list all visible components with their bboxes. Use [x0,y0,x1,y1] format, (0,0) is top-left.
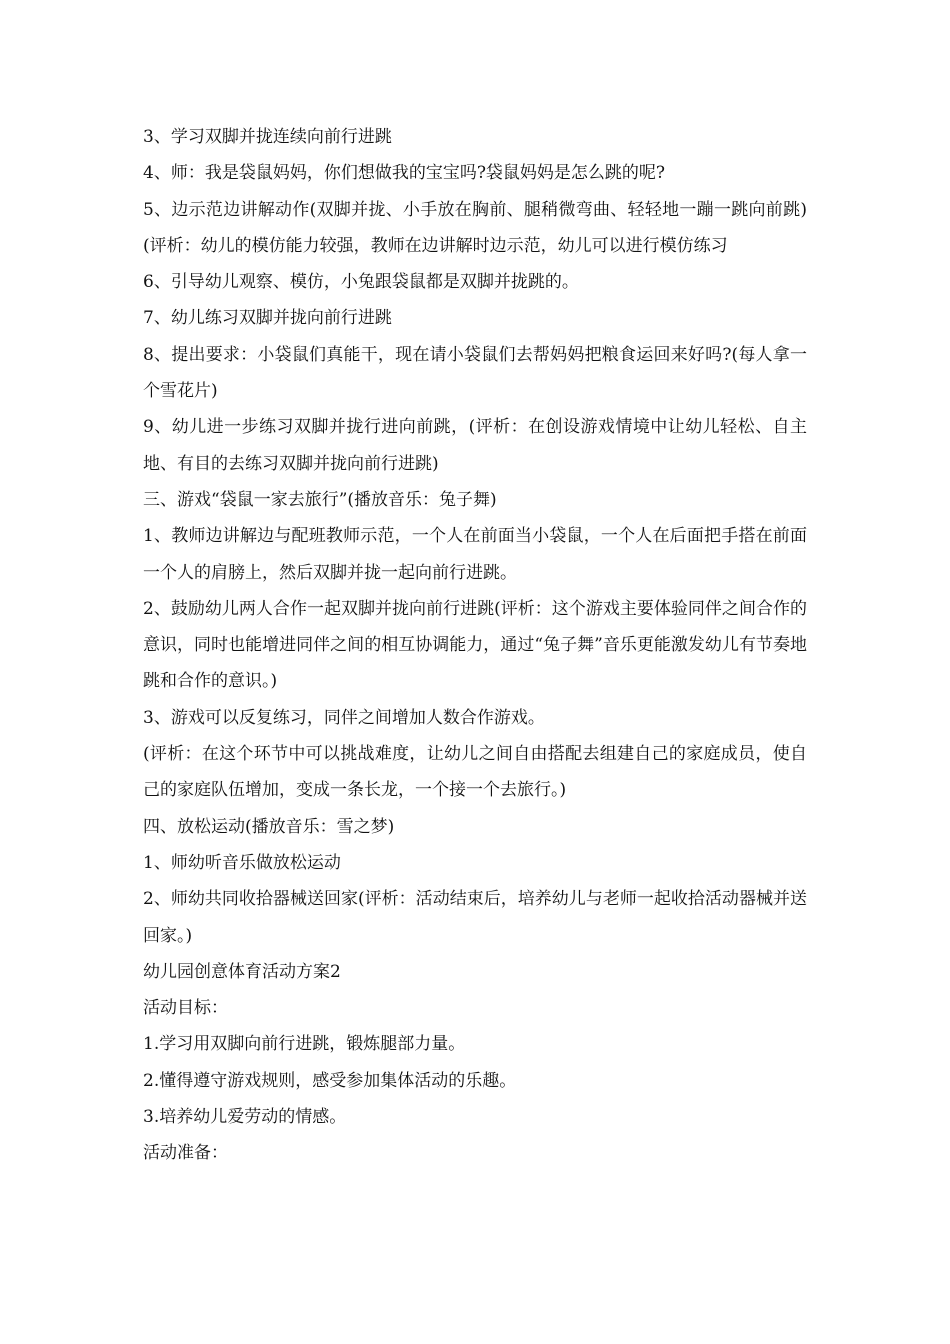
paragraph-game-step-3: 3、游戏可以反复练习，同伴之间增加人数合作游戏。 [143,707,545,728]
section-heading-relax: 四、放松运动(播放音乐：雪之梦) [143,816,395,837]
goal-item-2: 2.懂得遵守游戏规则，感受参加集体活动的乐趣。 [143,1070,517,1091]
paragraph-game-step-1: 1、教师边讲解边与配班教师示范，一个人在前面当小袋鼠，一个人在后面把手搭在前面一个人的肩膀上，然后双脚并拢一起向前行进跳。 [143,526,807,583]
paragraph-game-comment: (评析：在这个环节中可以挑战难度，让幼儿之间自由搭配去组建自己的家庭成员，使自己的家庭队伍增加，变成一条长龙，一个接一个去旅行。) [143,744,807,801]
heading-activity-preparation: 活动准备： [143,1143,228,1164]
paragraph-relax-step-2: 2、师幼共同收拾器械送回家(评析：活动结束后，培养幼儿与老师一起收拾活动器械并送回家。) [143,889,807,946]
paragraph-step-4: 4、师：我是袋鼠妈妈，你们想做我的宝宝吗?袋鼠妈妈是怎么跳的呢? [143,163,666,184]
paragraph-step-8: 8、提出要求：小袋鼠们真能干，现在请小袋鼠们去帮妈妈把粮食运回来好吗?(每人拿一个雪花片) [143,344,807,402]
goal-item-1: 1.学习用双脚向前行进跳，锻炼腿部力量。 [143,1034,466,1055]
paragraph-step-7: 7、幼儿练习双脚并拢向前行进跳 [143,308,392,329]
paragraph-game-step-2: 2、鼓励幼儿两人合作一起双脚并拢向前行进跳(评析：这个游戏主要体验同伴之间合作的意识，同时也能增进同伴之间的相互协调能力，通过“兔子舞”音乐更能激发幼儿有节奏地跳和合作的意识。) [143,598,807,692]
paragraph-step-9: 9、幼儿进一步练习双脚并拢行进向前跳，(评析：在创设游戏情境中让幼儿轻松、自主地、有目的去练习双脚并拢向前行进跳) [143,417,807,474]
plan-title-2: 幼儿园创意体育活动方案2 [143,961,341,982]
paragraph-relax-step-1: 1、师幼听音乐做放松运动 [143,852,341,873]
paragraph-step-6: 6、引导幼儿观察、模仿，小兔跟袋鼠都是双脚并拢跳的。 [143,272,579,293]
document-body [143,119,807,1172]
paragraph-step-5: 5、边示范边讲解动作(双脚并拢、小手放在胸前、腿稍微弯曲、轻轻地一蹦一跳向前跳)(评析：幼儿的模仿能力较强，教师在边讲解时边示范，幼儿可以进行模仿练习 [143,199,807,256]
section-heading-game: 三、游戏“袋鼠一家去旅行”(播放音乐：兔子舞) [143,489,497,510]
goal-item-3: 3.培养幼儿爱劳动的情感。 [143,1107,347,1128]
heading-activity-goals: 活动目标： [143,998,228,1019]
paragraph-step-3: 3、学习双脚并拢连续向前行进跳 [143,127,392,147]
